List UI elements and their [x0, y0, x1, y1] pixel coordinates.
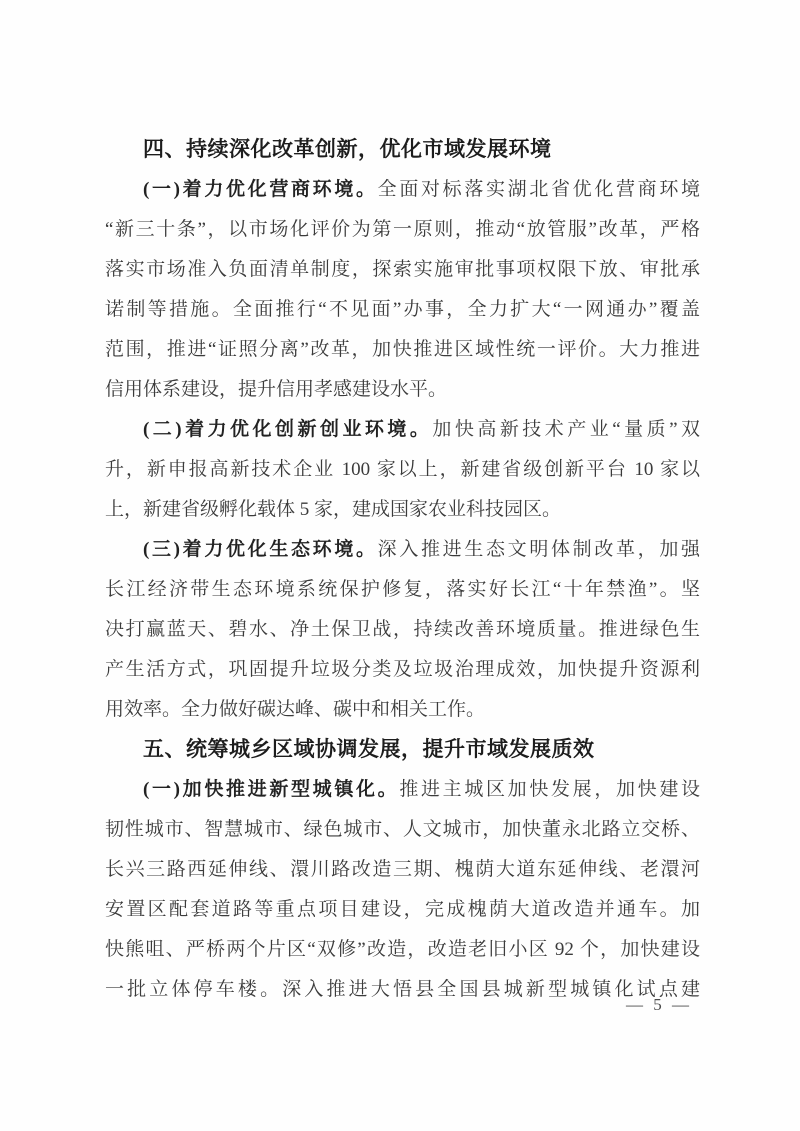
paragraph-line: [143, 530, 700, 570]
paragraph-line: 韧性城市、智慧城市、绿色城市、人文城市，加快董永北路立交桥、: [105, 819, 700, 840]
paragraph-text: 全面对标落实湖北省优化营商环境: [377, 179, 700, 200]
paragraph-text: 深入推进生态文明体制改革，加强: [377, 539, 700, 560]
section-heading-4: 四、持续深化改革创新，优化市域发展环境: [143, 138, 552, 161]
page-number: — 5 —: [626, 995, 692, 1014]
paragraph-line: 范围，推进“证照分离”改革，加快推进区域性统一评价。大力推进: [105, 339, 700, 360]
paragraph-innovation-environment: [105, 410, 700, 530]
section-heading-5: 五、统筹城乡区域协调发展，提升市域发展质效: [143, 738, 595, 761]
paragraph-line: [143, 770, 700, 810]
document-content: [105, 130, 700, 1010]
paragraph-lead-text: (三)着力优化生态环境。: [143, 539, 378, 560]
paragraph-line: 用效率。全力做好碳达峰、碳中和相关工作。: [105, 699, 486, 720]
paragraph-line: 快熊咀、严桥两个片区“双修”改造，改造老旧小区 92 个，加快建设: [105, 939, 700, 960]
paragraph-line: 诺制等措施。全面推行“不见面”办事，全力扩大“一网通办”覆盖: [105, 299, 700, 320]
paragraph-text: 加快高新技术产业“量质”双: [432, 419, 700, 440]
paragraph-lead-text: (一)加快推进新型城镇化。: [143, 779, 400, 800]
paragraph-line: [143, 410, 700, 450]
paragraph-line: 上，新建省级孵化载体 5 家，建成国家农业科技园区。: [105, 499, 562, 520]
paragraph-lead-text: (二)着力优化创新创业环境。: [143, 419, 433, 440]
paragraph-ecological-environment: [105, 530, 700, 730]
paragraph-line: 产生活方式，巩固提升垃圾分类及垃圾治理成效，加快提升资源利: [105, 659, 700, 680]
paragraph-line: 升，新申报高新技术企业 100 家以上，新建省级创新平台 10 家以: [105, 459, 700, 480]
paragraph-text: 推进主城区加快发展，加快建设: [399, 779, 700, 800]
paragraph-lead-text: (一)着力优化营商环境。: [143, 179, 378, 200]
paragraph-line: “新三十条”，以市场化评价为第一原则，推动“放管服”改革，严格: [105, 219, 700, 240]
paragraph-line: [143, 170, 700, 210]
paragraph-line: 安置区配套道路等重点项目建设，完成槐荫大道改造并通车。加: [105, 899, 700, 920]
paragraph-line: 落实市场准入负面清单制度，探索实施审批事项权限下放、审批承: [105, 259, 700, 280]
paragraph-line: 长江经济带生态环境系统保护修复，落实好长江“十年禁渔”。坚: [105, 579, 700, 600]
paragraph-line: 决打赢蓝天、碧水、净土保卫战，持续改善环境质量。推进绿色生: [105, 619, 700, 640]
paragraph-line: 长兴三路西延伸线、澴川路改造三期、槐荫大道东延伸线、老澴河: [105, 859, 700, 880]
paragraph-line: 信用体系建设，提升信用孝感建设水平。: [105, 379, 448, 400]
paragraph-line: 一批立体停车楼。深入推进大悟县全国县城新型城镇化试点建: [105, 979, 700, 1000]
paragraph-urbanization: [105, 770, 700, 1010]
paragraph-business-environment: [105, 170, 700, 410]
